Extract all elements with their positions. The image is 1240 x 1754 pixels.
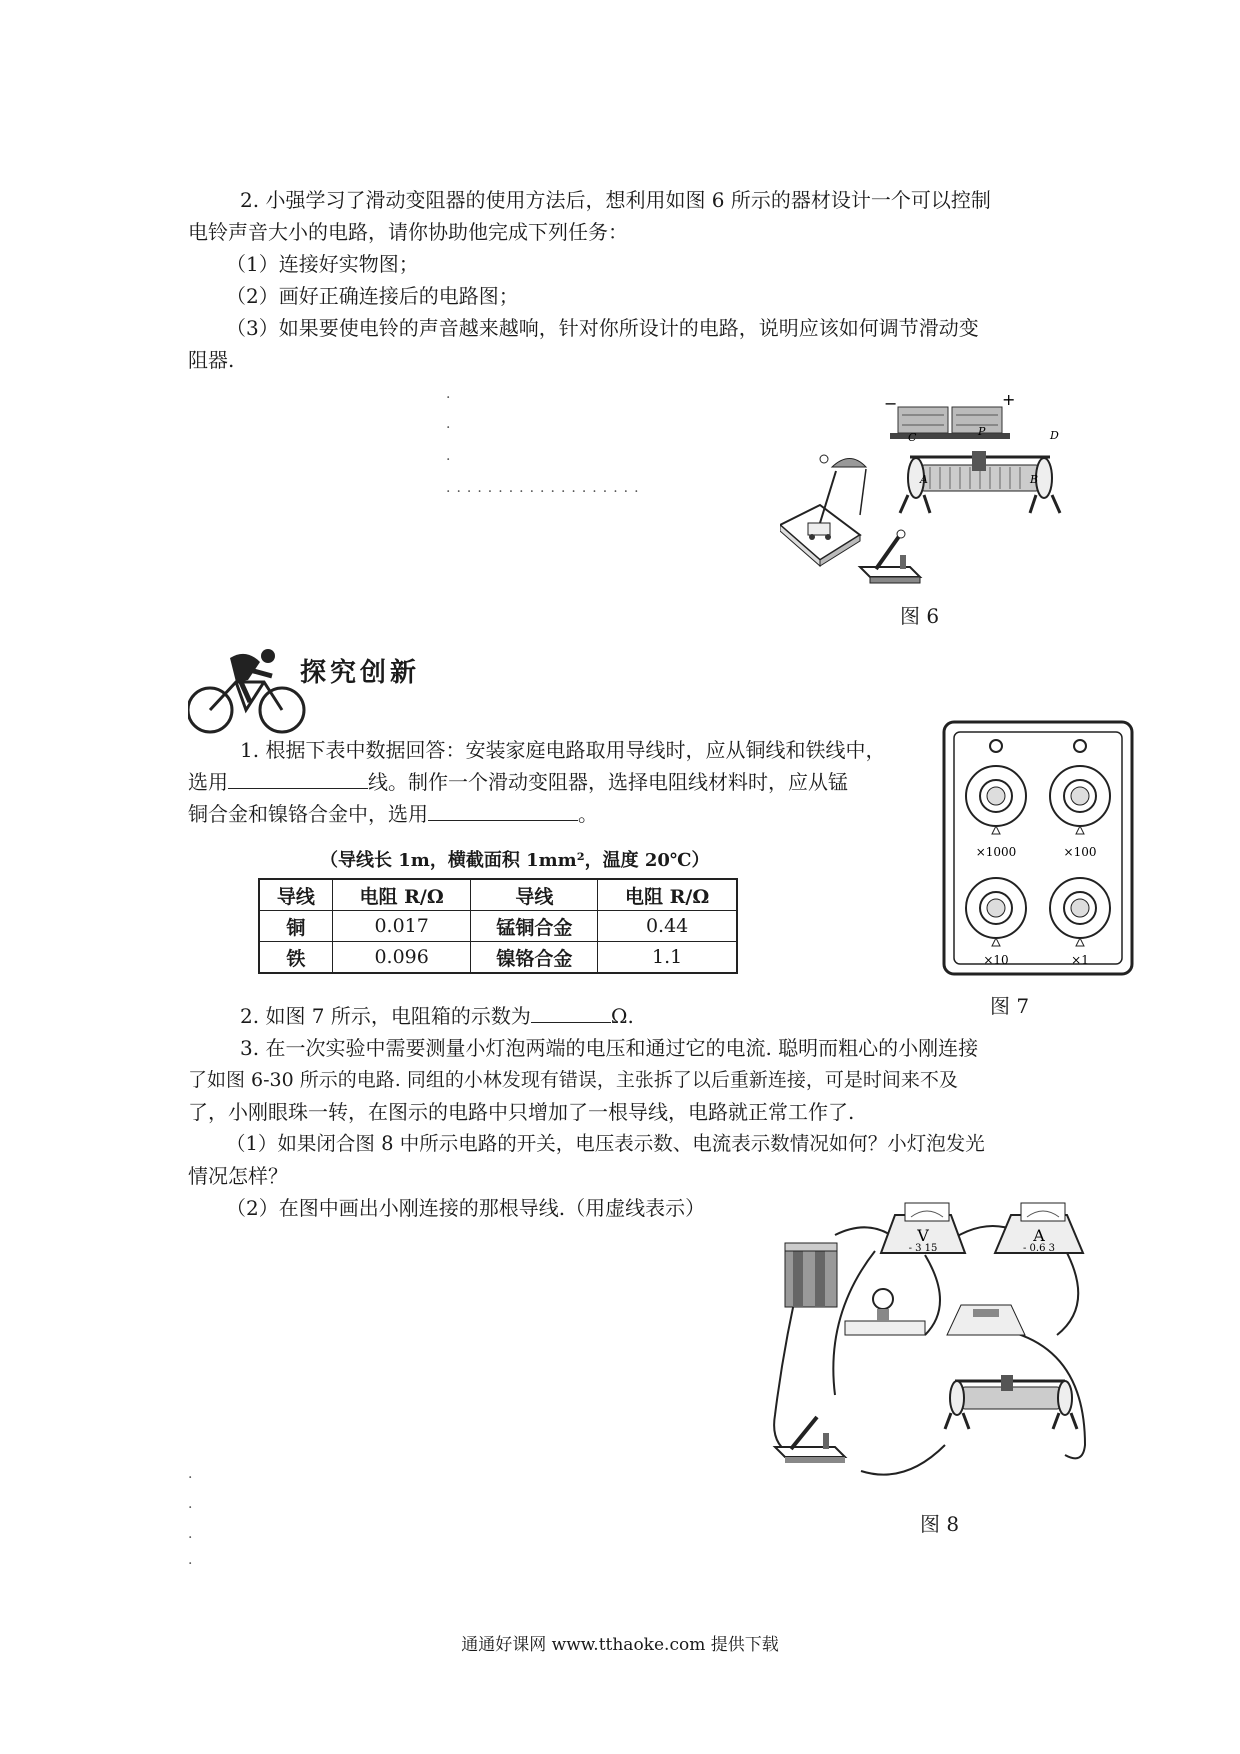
table-cell: 1.1 <box>598 942 737 974</box>
battery-pack <box>884 395 1015 439</box>
table-cell: 铁 <box>259 942 332 974</box>
table-cell: 0.096 <box>332 942 471 974</box>
q2-line-1: 2. 小强学习了滑动变阻器的使用方法后，想利用如图 6 所示的器材设计一个可以控制 <box>240 188 991 212</box>
q2-item-1: （1）连接好实物图； <box>226 252 419 276</box>
q3-item-2: （2）在图中画出小刚连接的那根导线.（用虚线表示） <box>226 1196 706 1220</box>
q2-item-2: （2）画好正确连接后的电路图； <box>226 284 519 308</box>
q1-line-3b: 。 <box>578 802 598 826</box>
fig6-caption: 图 6 <box>900 604 940 628</box>
battery <box>785 1243 837 1307</box>
cyclist-icon <box>188 640 308 740</box>
voltmeter-terminals: - 3 15 <box>908 1243 938 1254</box>
rheostat-label-p: P <box>978 425 986 438</box>
table-cell: 0.44 <box>598 911 737 942</box>
voltmeter <box>881 1203 965 1254</box>
table-header: 电阻 R/Ω <box>598 879 737 911</box>
table-cell: 锰铜合金 <box>471 911 598 942</box>
voltmeter-label: V <box>917 1226 929 1245</box>
figure-7-resistance-box <box>940 718 1140 980</box>
answer-blank-alloy[interactable] <box>428 800 578 821</box>
dial-multiplier-10: ×10 <box>983 953 1009 967</box>
q3-line-2: 了如图 6-30 所示的电路. 同组的小林发现有错误，主张拆了以后重新连接，可是时间来不及 <box>188 1069 958 1091</box>
dial-multiplier-100: ×100 <box>1063 845 1097 859</box>
q2-line-2: 电铃声音大小的电路，请你协助他完成下列任务： <box>188 220 628 244</box>
dotted-line: ··················· <box>446 484 645 500</box>
q1-line-1: 1. 根据下表中数据回答：安装家庭电路取用导线时，应从铜线和铁线中， <box>240 738 886 762</box>
resistance-table <box>258 878 738 974</box>
dot-mark: · <box>446 390 457 406</box>
table-header-row <box>259 879 737 911</box>
table-header: 导线 <box>259 879 332 911</box>
q1-line-2b: 线。制作一个滑动变阻器，选择电阻线材料时，应从锰 <box>368 770 848 794</box>
dot-mark: · <box>188 1530 199 1546</box>
figure-6 <box>780 395 1090 595</box>
electric-bell <box>780 455 866 566</box>
dot-mark: · <box>446 420 457 436</box>
q3-item-1-line-2: 情况怎样？ <box>188 1164 288 1188</box>
resistor <box>947 1305 1025 1335</box>
table-header: 导线 <box>471 879 598 911</box>
q3-item-1-line-1: （1）如果闭合图 8 中所示电路的开关，电压表示数、电流表示数情况如何？小灯泡发光 <box>226 1132 985 1155</box>
q1-line-3 <box>188 800 1058 828</box>
dot-mark: · <box>188 1556 199 1572</box>
battery-plus-label: + <box>1002 395 1016 409</box>
table-row <box>259 942 737 974</box>
q2-item-3-line-2: 阻器. <box>188 348 235 372</box>
ammeter-label: A <box>1033 1226 1045 1245</box>
knife-switch <box>860 530 920 583</box>
table-row <box>259 911 737 942</box>
q3-line-1: 3. 在一次实验中需要测量小灯泡两端的电压和通过它的电流. 聪明而粗心的小刚连接 <box>240 1036 979 1060</box>
rheostat-label-a: A <box>920 473 928 486</box>
section-heading: 探究创新 <box>300 658 421 688</box>
q2-text-a: 2. 如图 7 所示，电阻箱的示数为 <box>240 1004 531 1028</box>
q2-text-b: Ω. <box>610 1004 634 1028</box>
table-cell: 镍铬合金 <box>471 942 598 974</box>
fig8-caption: 图 8 <box>920 1512 960 1536</box>
table-cell: 铜 <box>259 911 332 942</box>
rheostat-label-c: C <box>908 431 917 444</box>
q2-resistance-box <box>240 1002 1110 1030</box>
dial-multiplier-1: ×1 <box>1071 953 1089 967</box>
q3-line-3: 了，小刚眼珠一转，在图示的电路中只增加了一根导线，电路就正常工作了. <box>188 1100 855 1124</box>
dot-mark: · <box>188 1470 199 1486</box>
table-cell: 0.017 <box>332 911 471 942</box>
figure-8-circuit <box>765 1185 1105 1485</box>
rheostat-label-d: D <box>1050 429 1059 442</box>
dial-multiplier-1000: ×1000 <box>975 845 1017 859</box>
sliding-rheostat <box>945 1375 1077 1429</box>
battery-minus-label: − <box>884 395 898 413</box>
dot-mark: · <box>188 1500 199 1516</box>
ammeter <box>995 1203 1083 1254</box>
table-caption: （导线长 1m，横截面积 1mm²，温度 20℃） <box>320 850 710 871</box>
q1-line-2a: 选用 <box>188 770 228 794</box>
lamp <box>845 1289 925 1335</box>
answer-blank-wire[interactable] <box>228 768 368 789</box>
page-footer: 通通好课网 www.tthaoke.com 提供下载 <box>461 1635 779 1655</box>
table-header: 电阻 R/Ω <box>332 879 471 911</box>
q2-item-3-line-1: （3）如果要使电铃的声音越来越响，针对你所设计的电路，说明应该如何调节滑动变 <box>226 316 979 340</box>
knife-switch <box>775 1417 845 1463</box>
fig7-caption: 图 7 <box>990 994 1030 1018</box>
rheostat-label-b: B <box>1030 473 1039 486</box>
q1-line-3a: 铜合金和镍铬合金中，选用 <box>188 802 428 826</box>
answer-blank-resistance[interactable] <box>531 1002 611 1023</box>
dot-mark: · <box>446 452 457 468</box>
q1-line-2 <box>188 768 1058 796</box>
ammeter-terminals: - 0.6 3 <box>1022 1243 1056 1254</box>
